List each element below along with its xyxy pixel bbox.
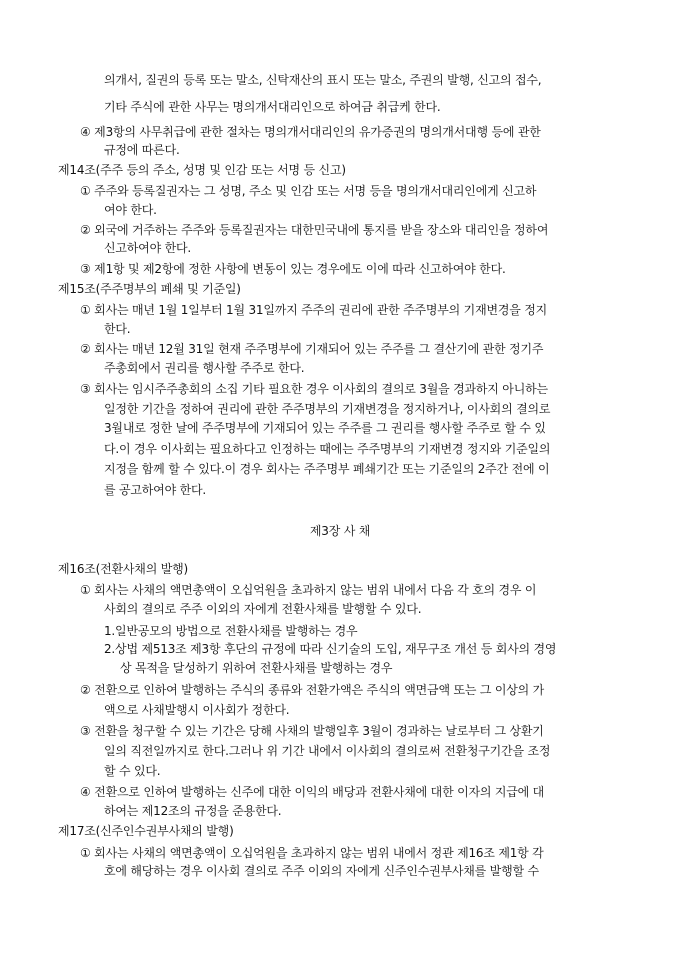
clause-item: ③ 제1항 및 제2항에 정한 사항에 변동이 있는 경우에도 이에 따라 신고하여야 한다. <box>80 262 506 276</box>
clause-item: ② 회사는 매년 12월 31일 현재 주주명부에 기재되어 있는 주주를 그 결산기에 관한 정기주 <box>80 342 544 356</box>
chapter-title: 제3장 사 채 <box>309 524 371 538</box>
text-line: 여야 한다. <box>104 203 157 217</box>
article-heading: 제17조(신주인수권부사채의 발행) <box>58 824 234 838</box>
text-line: 액으로 사채발행시 이사회가 정한다. <box>104 703 290 717</box>
text-line: 사회의 결의로 주주 이외의 자에게 전환사채를 발행할 수 있다. <box>104 602 422 616</box>
clause-item: ④ 전환으로 인하여 발행하는 신주에 대한 이익의 배당과 전환사채에 대한 이자의 지급에 대 <box>80 785 545 799</box>
text-line: 의개서, 질권의 등록 또는 말소, 신탁재산의 표시 또는 말소, 주권의 발행, 신고의 접수, <box>104 73 542 87</box>
clause-item: ③ 회사는 임시주주총회의 소집 기타 필요한 경우 이사회의 결의로 3월을 경과하지 아니하는 <box>80 382 548 396</box>
text-line: 일의 직전일까지로 한다.그러나 위 기간 내에서 이사회의 결의로써 전환청구기간을 조정 <box>104 744 551 758</box>
sub-item: 2.상법 제513조 제3항 후단의 규정에 따라 신기술의 도입, 재무구조 개선 등 회사의 경영 <box>104 642 557 656</box>
clause-item: ① 회사는 사채의 액면총액이 오십억원을 초과하지 않는 범위 내에서 정관 제16조 제1항 각 <box>80 846 544 860</box>
text-line: 규정에 따른다. <box>104 143 180 157</box>
text-line: 신고하여야 한다. <box>104 241 191 255</box>
text-line: 3월내로 정한 날에 주주명부에 기재되어 있는 주주를 그 권리를 행사할 주주로 할 수 있 <box>104 421 546 435</box>
sub-item: 1.일반공모의 방법으로 전환사채를 발행하는 경우 <box>104 624 358 638</box>
clause-item: ② 전환으로 인하여 발행하는 주식의 종류와 전환가액은 주식의 액면금액 또는 그 이상의 가 <box>80 683 545 697</box>
article-heading: 제15조(주주명부의 폐쇄 및 기준일) <box>58 282 241 296</box>
clause-item: ② 외국에 거주하는 주주와 등록질권자는 대한민국내에 통지를 받을 장소와 대리인을 정하여 <box>80 223 549 237</box>
article-heading: 제16조(전환사채의 발행) <box>58 562 188 576</box>
text-line: 호에 해당하는 경우 이사회 결의로 주주 이외의 자에게 신주인수권부사채를 발행할 수 <box>104 864 539 878</box>
text-line: 를 공고하여야 한다. <box>104 483 206 497</box>
clause-item: ① 회사는 사채의 액면총액이 오십억원을 초과하지 않는 범위 내에서 다음 각 호의 경우 이 <box>80 583 537 597</box>
text-line: 한다. <box>104 322 131 336</box>
text-line: 기타 주식에 관한 사무는 명의개서대리인으로 하여금 취급케 한다. <box>104 100 441 114</box>
text-line: 일정한 기간을 정하여 권리에 관한 주주명부의 기재변경을 정지하거나, 이사회의 결의로 <box>104 402 551 416</box>
text-line: 다.이 경우 이사회는 필요하다고 인정하는 때에는 주주명부의 기재변경 정지와 기준일의 <box>104 442 551 456</box>
clause-item: ④ 제3항의 사무취급에 관한 절차는 명의개서대리인의 유가증권의 명의개서대행 등에 관한 <box>80 125 541 139</box>
text-line: 할 수 있다. <box>104 764 161 778</box>
text-line: 상 목적을 달성하기 위하여 전환사채를 발행하는 경우 <box>120 661 393 675</box>
clause-item: ③ 전환을 청구할 수 있는 기간은 당해 사채의 발행일후 3월이 경과하는 날로부터 그 상환기 <box>80 724 544 738</box>
text-line: 지정을 함께 할 수 있다.이 경우 회사는 주주명부 폐쇄기간 또는 기준일의 2주간 전에 이 <box>104 462 550 476</box>
text-line: 하여는 제12조의 규정을 준용한다. <box>104 804 282 818</box>
article-heading: 제14조(주주 등의 주소, 성명 및 인감 또는 서명 등 신고) <box>58 163 346 177</box>
text-line: 주총회에서 권리를 행사할 주주로 한다. <box>104 361 305 375</box>
clause-item: ① 회사는 매년 1월 1일부터 1월 31일까지 주주의 권리에 관한 주주명부의 기재변경을 정지 <box>80 303 548 317</box>
clause-item: ① 주주와 등록질권자는 그 성명, 주소 및 인감 또는 서명 등을 명의개서대리인에게 신고하 <box>80 184 537 198</box>
